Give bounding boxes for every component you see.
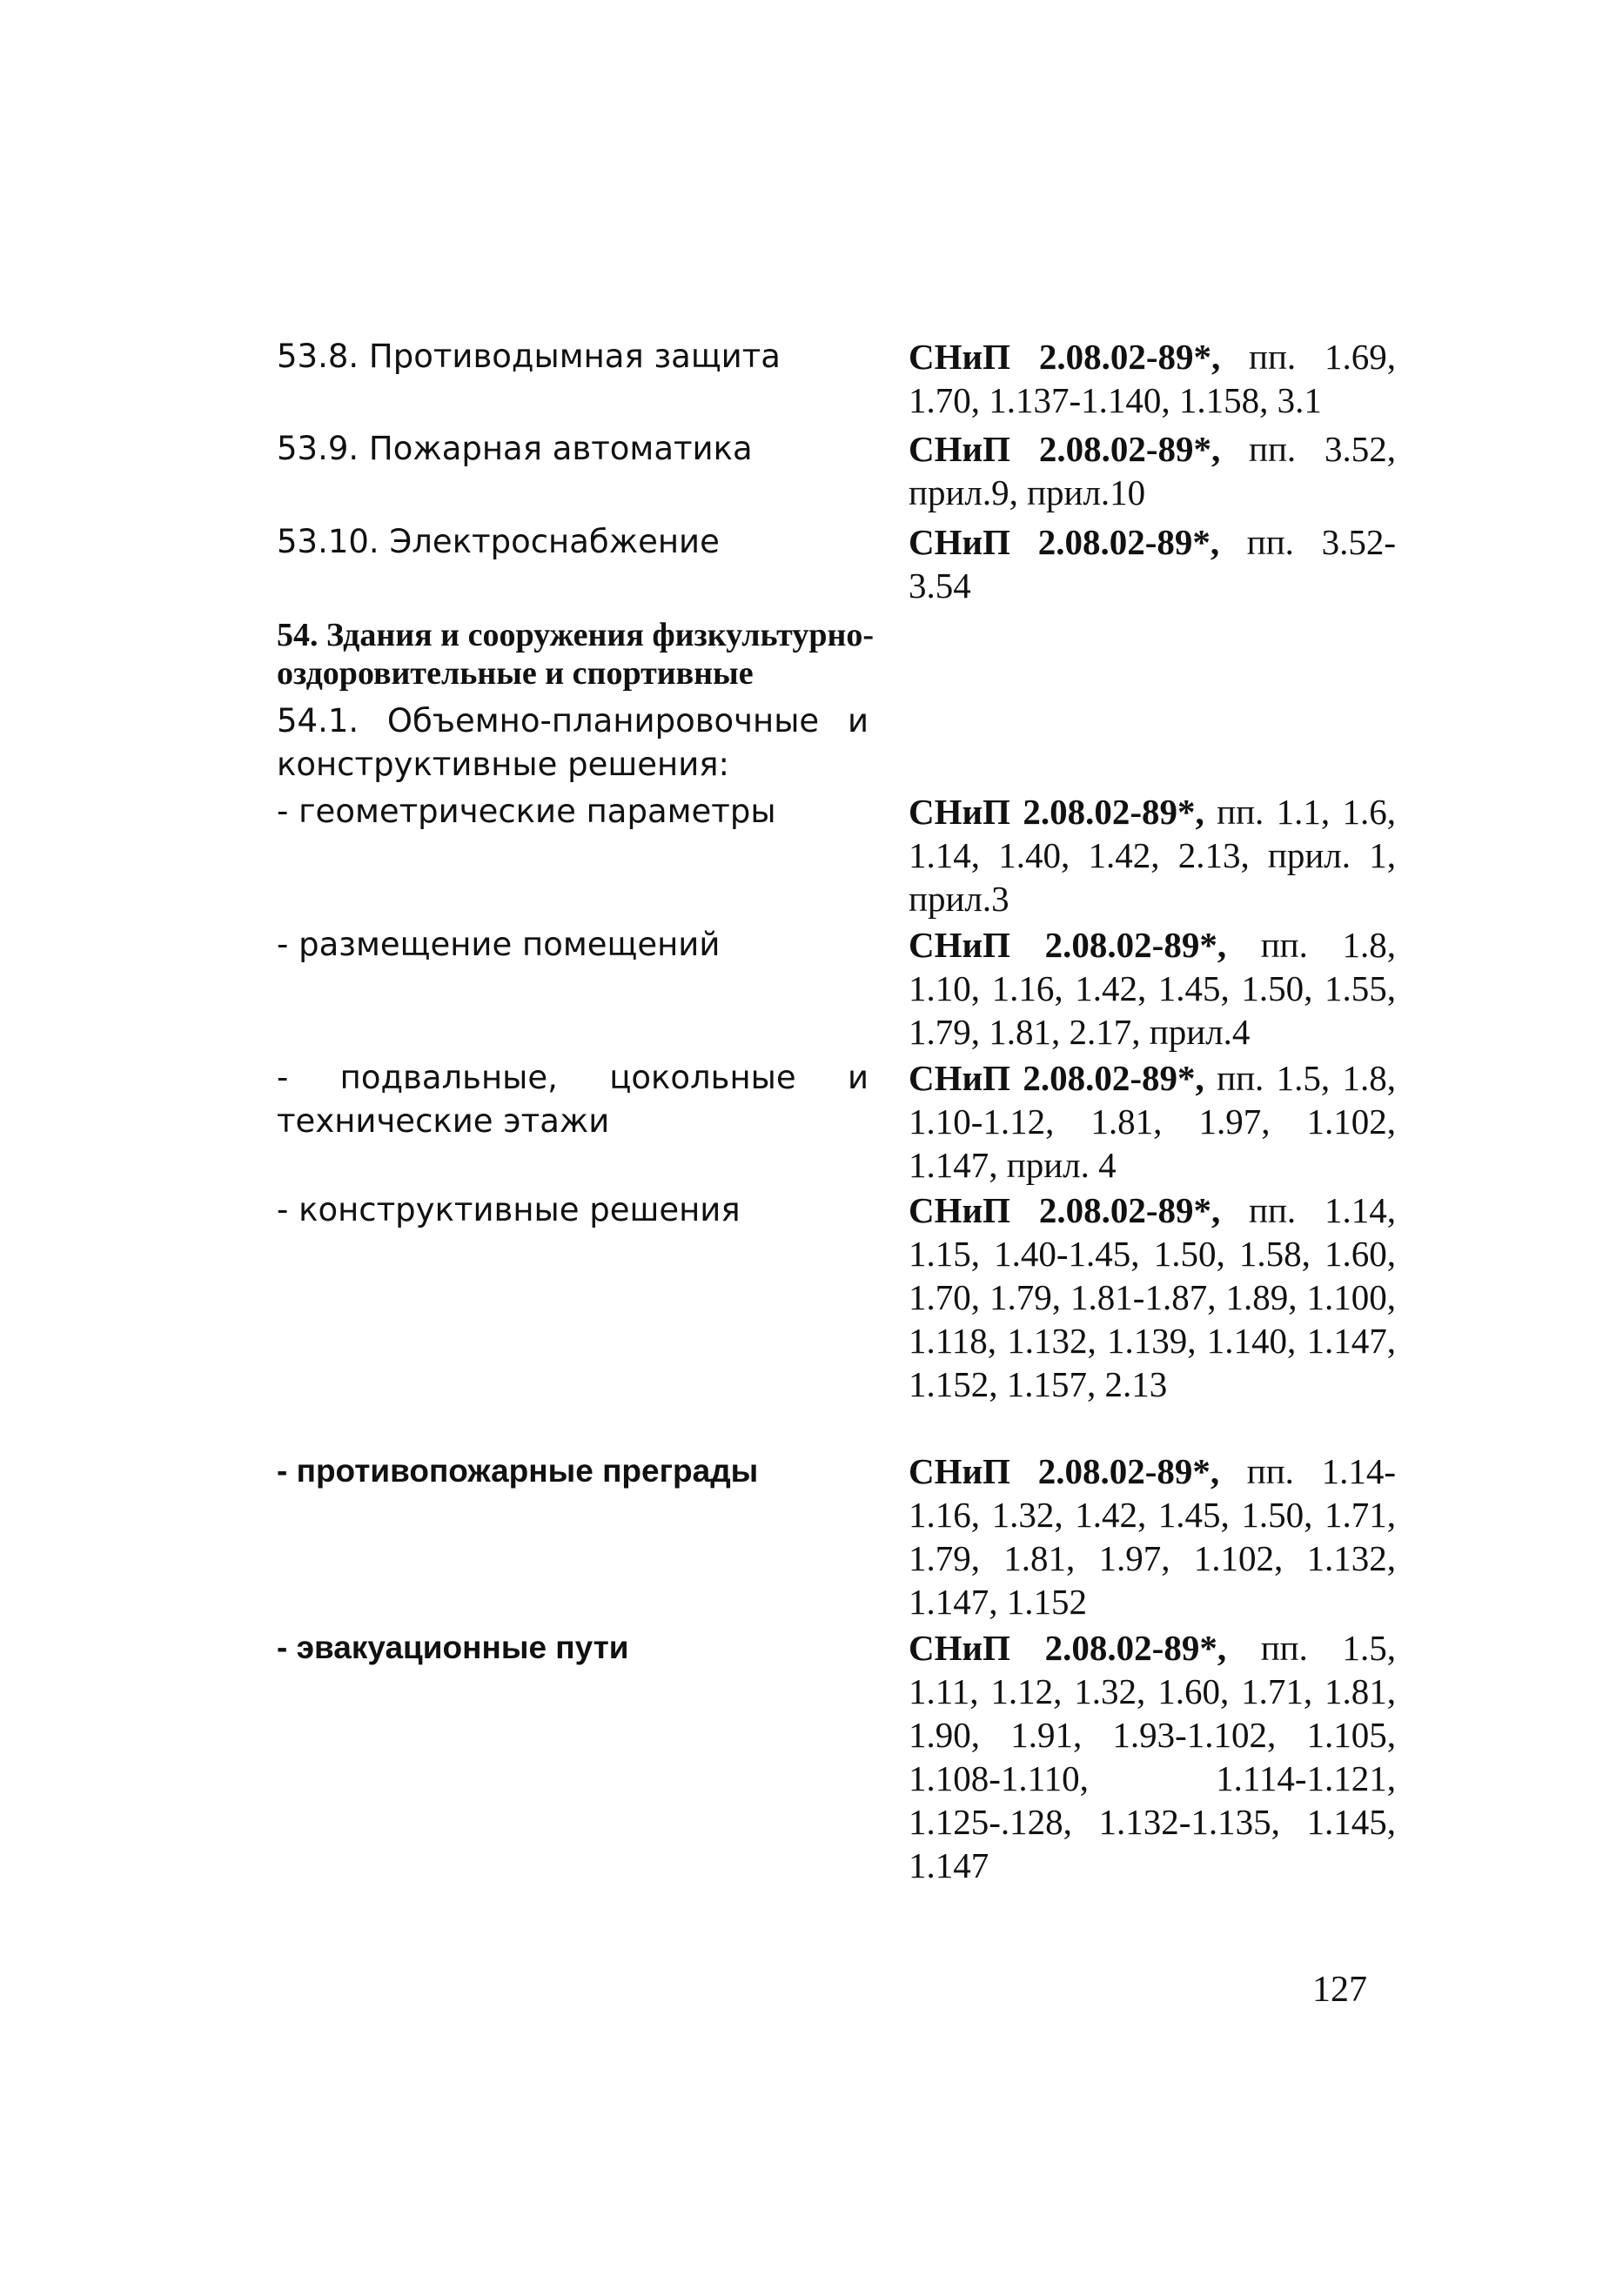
document-page [277, 335, 1396, 1887]
entry-label: - конструктивные решения [277, 1191, 741, 1228]
entry-reference [909, 790, 1396, 920]
standard-code: СНиП 2.08.02-89*, [909, 429, 1221, 469]
clause-list: пп. 1.1, 1.6, 1.14, 1.40, 1.42, 2.13, прил. 1, прил.3 [909, 792, 1396, 919]
entry-reference [909, 923, 1396, 1054]
subsection-heading: 54.1. Объемно-планировочные и конструктивные решения: [277, 702, 869, 783]
standard-code: СНиП 2.08.02-89*, [909, 792, 1204, 832]
entry-label: - эвакуационные пути [277, 1630, 629, 1665]
entry-reference [909, 1449, 1396, 1623]
standard-code: СНиП 2.08.02-89*, [909, 1190, 1221, 1230]
page-number: 127 [1312, 1970, 1367, 2010]
entry-row [277, 427, 1396, 520]
entry-label: 53.10. Электроснабжение [277, 523, 720, 560]
entry-reference [909, 1056, 1396, 1187]
entry-label: - противопожарные преграды [277, 1453, 759, 1489]
clause-list: пп. 3.52, прил.9, прил.10 [909, 429, 1396, 512]
standard-code: СНиП 2.08.02-89*, [909, 1058, 1204, 1098]
entry-reference [909, 1626, 1396, 1887]
entry-label: - геометрические параметры [277, 793, 776, 830]
entry-label: 53.9. Пожарная автоматика [277, 430, 753, 467]
clause-list: пп. 1.5, 1.8, 1.10-1.12, 1.81, 1.97, 1.102, 1.147, прил. 4 [909, 1058, 1396, 1185]
entry-reference [909, 1188, 1396, 1406]
entry-row [277, 1626, 1396, 1887]
clause-list: пп. 1.14, 1.15, 1.40-1.45, 1.50, 1.58, 1.60, 1.70, 1.79, 1.81-1.87, 1.89, 1.100, 1.118, 1.132, 1.139, 1.140, 1.147, 1.152, 1.157, 2.13 [909, 1190, 1396, 1404]
entry-row [277, 790, 1396, 923]
entry-row [277, 1188, 1396, 1449]
entry-label: - размещение помещений [277, 926, 721, 963]
entry-row [277, 1056, 1396, 1188]
clause-list: пп. 1.8, 1.10, 1.16, 1.42, 1.45, 1.50, 1.55, 1.79, 1.81, 2.17, прил.4 [909, 925, 1397, 1052]
clause-list: пп. 1.69, 1.70, 1.137-1.140, 1.158, 3.1 [909, 337, 1396, 420]
standard-code: СНиП 2.08.02-89*, [909, 925, 1227, 965]
entry-row [277, 1449, 1396, 1626]
clause-list: пп. 1.14-1.16, 1.32, 1.42, 1.45, 1.50, 1.71, 1.79, 1.81, 1.97, 1.102, 1.132, 1.147, 1.152 [909, 1451, 1396, 1622]
entry-reference [909, 335, 1396, 422]
section-heading: 54. Здания и сооружения физкультурно-оздоровительные и спортивные [277, 617, 875, 692]
entry-reference [909, 520, 1396, 607]
entry-label: - подвальные, цокольные и технические этажи [277, 1059, 869, 1140]
entry-label: 53.8. Противодымная защита [277, 338, 781, 375]
entry-row [277, 923, 1396, 1056]
clause-list: пп. 1.5, 1.11, 1.12, 1.32, 1.60, 1.71, 1.81, 1.90, 1.91, 1.93-1.102, 1.105, 1.108-1.110, 1.114-1.121, 1.125-.128, 1.132-1.135, 1.145, 1.147 [909, 1628, 1397, 1885]
entry-row [277, 335, 1396, 427]
clause-list: пп. 3.52-3.54 [909, 522, 1396, 606]
standard-code: СНиП 2.08.02-89*, [909, 337, 1221, 377]
standard-code: СНиП 2.08.02-89*, [909, 1628, 1227, 1668]
standard-code: СНиП 2.08.02-89*, [909, 1451, 1220, 1491]
entry-row [277, 520, 1396, 616]
entry-reference [909, 427, 1396, 514]
standard-code: СНиП 2.08.02-89*, [909, 522, 1220, 562]
